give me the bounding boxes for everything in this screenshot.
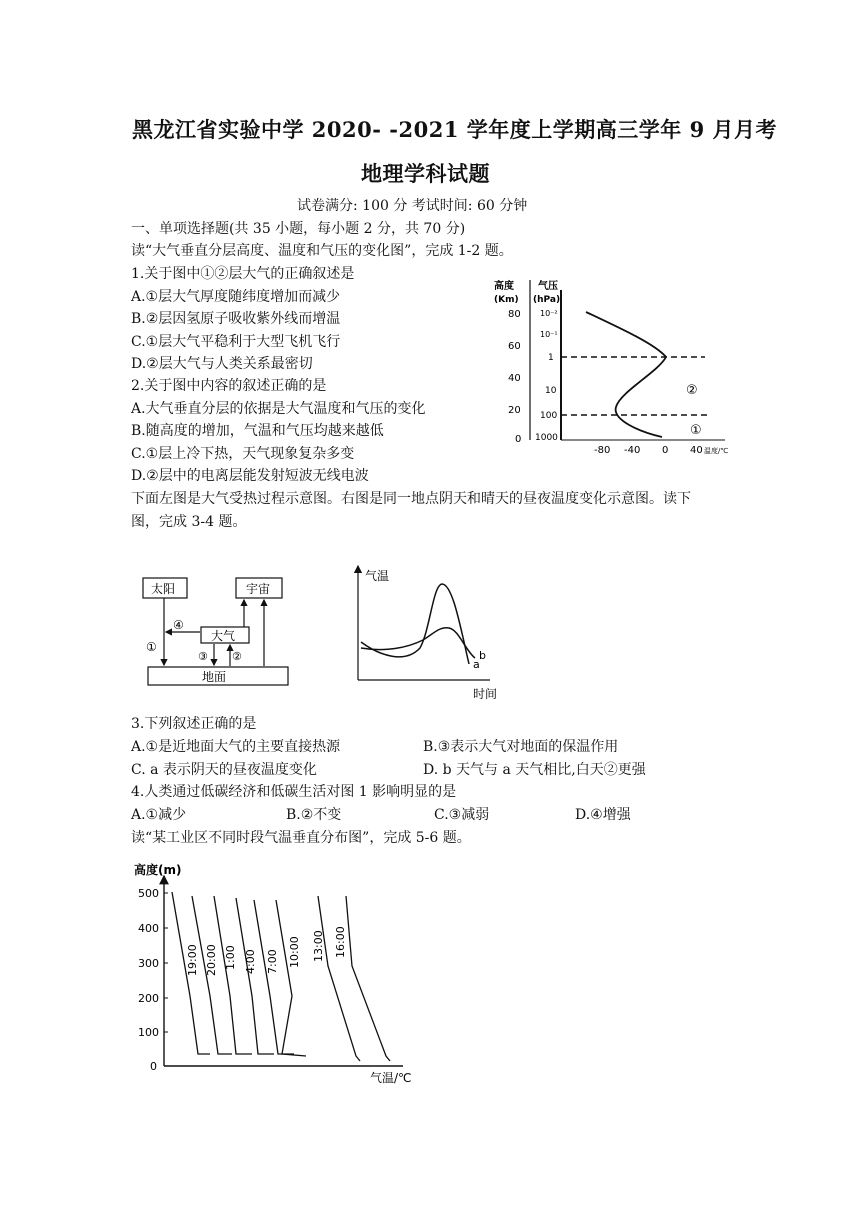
intro-5-6: 读“某工业区不同时段气温垂直分布图”，完成 5-6 题。	[131, 830, 471, 846]
q4-option-a[interactable]: A.①减少	[131, 807, 187, 823]
height-tick-0: 0	[515, 434, 522, 445]
time-label-1600: 16:00	[334, 926, 347, 958]
q3-option-a[interactable]: A.①是近地面大气的主要直接热源	[131, 739, 341, 755]
time-label-2000: 20:00	[205, 944, 218, 976]
height-tick-20: 20	[508, 405, 521, 416]
q4-option-d[interactable]: D.④增强	[575, 807, 631, 823]
page-subtitle: 地理学科试题	[361, 161, 490, 186]
q2-option-a[interactable]: A.大气垂直分层的依据是大气温度和气压的变化	[131, 401, 426, 417]
time-axis-title: 时间	[473, 687, 498, 701]
ground-label: 地面	[202, 670, 227, 684]
height-tick-40: 40	[508, 373, 521, 384]
q4-option-c[interactable]: C.③减弱	[434, 807, 490, 823]
sun-label: 太阳	[151, 582, 176, 596]
q1-option-a[interactable]: A.①层大气厚度随纬度增加而减少	[131, 289, 341, 305]
arrow-3-label: ③	[198, 650, 208, 663]
height-unit: (Km)	[494, 295, 519, 305]
intro-1-2: 读“大气垂直分层高度、温度和气压的变化图”，完成 1-2 题。	[131, 243, 513, 259]
profile-1300	[318, 896, 360, 1061]
time-label-400: 4:00	[244, 949, 257, 974]
q3-option-b[interactable]: B.③表示大气对地面的保温作用	[423, 739, 619, 755]
arrow-4-label: ④	[173, 618, 184, 632]
section-heading: 一、单项选择题(共 35 小题，每小题 2 分，共 70 分)	[131, 221, 466, 237]
arrow-2-label: ②	[232, 650, 242, 663]
time-label-1900: 19:00	[186, 944, 199, 976]
q2-option-d[interactable]: D.②层中的电离层能发射短波无线电波	[131, 468, 369, 484]
heating-process-figure	[140, 572, 300, 690]
space-label: 宇宙	[246, 582, 271, 596]
height-tick-80: 80	[508, 309, 521, 320]
q3-stem: 3.下列叙述正确的是	[131, 716, 257, 732]
height-tick-60: 60	[508, 341, 521, 352]
profile-100	[214, 896, 252, 1054]
pressure-tick-6: 1000	[535, 433, 558, 443]
q3-option-c[interactable]: C. a 表示阴天的昼夜温度变化	[131, 762, 317, 778]
profile-700	[254, 900, 294, 1054]
pressure-tick-3: 1	[548, 353, 554, 363]
q1-option-c[interactable]: C.①层大气平稳利于大型飞机飞行	[131, 334, 341, 350]
layer-1-label: ①	[690, 423, 702, 438]
y-tick-200: 200	[138, 992, 159, 1005]
temp-tick-40: 40	[690, 445, 703, 456]
temp-tick-0: 0	[662, 445, 669, 456]
pressure-label: 气压	[538, 281, 558, 292]
profile-1600	[346, 896, 390, 1061]
page-title: 黑龙江省实验中学 2020- -2021 学年度上学期高三学年 9 月月考	[132, 117, 777, 142]
time-label-1000: 10:00	[288, 936, 301, 968]
arrow-1-label: ①	[146, 640, 157, 654]
pressure-tick-5: 100	[540, 411, 558, 421]
temperature-profiles-figure	[128, 856, 428, 1088]
q3-option-d[interactable]: D. b 天气与 a 天气相比,白天②更强	[423, 762, 646, 778]
curve-a	[361, 584, 469, 664]
intro-3-4-line2: 图，完成 3-4 题。	[131, 514, 247, 530]
y-tick-0: 0	[150, 1060, 157, 1073]
height-label: 高度	[494, 281, 514, 292]
atmosphere-layers-figure	[490, 272, 745, 462]
time-label-100: 1:00	[224, 945, 237, 970]
temp-axis-title: 气温	[365, 569, 390, 583]
q1-option-b[interactable]: B.②层因氢原子吸收紫外线而增温	[131, 311, 341, 327]
q1-option-d[interactable]: D.②层大气与人类关系最密切	[131, 356, 313, 372]
q4-option-b[interactable]: B.②不变	[286, 807, 342, 823]
atmosphere-label: 大气	[211, 629, 236, 643]
q1-stem: 1.关于图中①②层大气的正确叙述是	[131, 266, 355, 282]
temp-axis-title: 气温/℃	[370, 1071, 412, 1085]
profile-400	[236, 898, 274, 1054]
y-tick-400: 400	[138, 922, 159, 935]
profile-1000	[276, 900, 306, 1056]
curve-b	[361, 628, 475, 658]
y-tick-500: 500	[138, 887, 159, 900]
exam-info: 试卷满分: 100 分 考试时间: 60 分钟	[297, 198, 528, 214]
y-tick-300: 300	[138, 957, 159, 970]
temperature-curves-figure	[345, 560, 505, 705]
pressure-tick-1: 10⁻²	[540, 309, 558, 318]
y-tick-100: 100	[138, 1026, 159, 1039]
q2-option-b[interactable]: B.随高度的增加，气温和气压均越来越低	[131, 423, 384, 439]
q2-stem: 2.关于图中内容的叙述正确的是	[131, 378, 327, 394]
temp-tick-neg40: -40	[624, 445, 641, 456]
time-label-1300: 13:00	[312, 930, 325, 962]
pressure-unit: (hPa)	[533, 295, 561, 305]
curve-a-label: a	[473, 658, 480, 671]
time-label-700: 7:00	[266, 949, 279, 974]
q2-option-c[interactable]: C.①层上冷下热，天气现象复杂多变	[131, 446, 355, 462]
curve-b-label: b	[479, 649, 486, 662]
pressure-tick-4: 10	[545, 386, 557, 396]
pressure-tick-2: 10⁻¹	[540, 330, 558, 339]
q4-stem: 4.人类通过低碳经济和低碳生活对图 1 影响明显的是	[131, 784, 457, 800]
intro-3-4-line1: 下面左图是大气受热过程示意图。右图是同一地点阴天和晴天的昼夜温度变化示意图。读下	[131, 491, 691, 507]
temp-axis-label: 温度/℃	[704, 447, 729, 455]
layer-2-label: ②	[686, 383, 698, 398]
temperature-curve	[586, 312, 666, 437]
height-axis-title: 高度(m)	[134, 863, 182, 877]
temp-tick-neg80: -80	[594, 445, 611, 456]
